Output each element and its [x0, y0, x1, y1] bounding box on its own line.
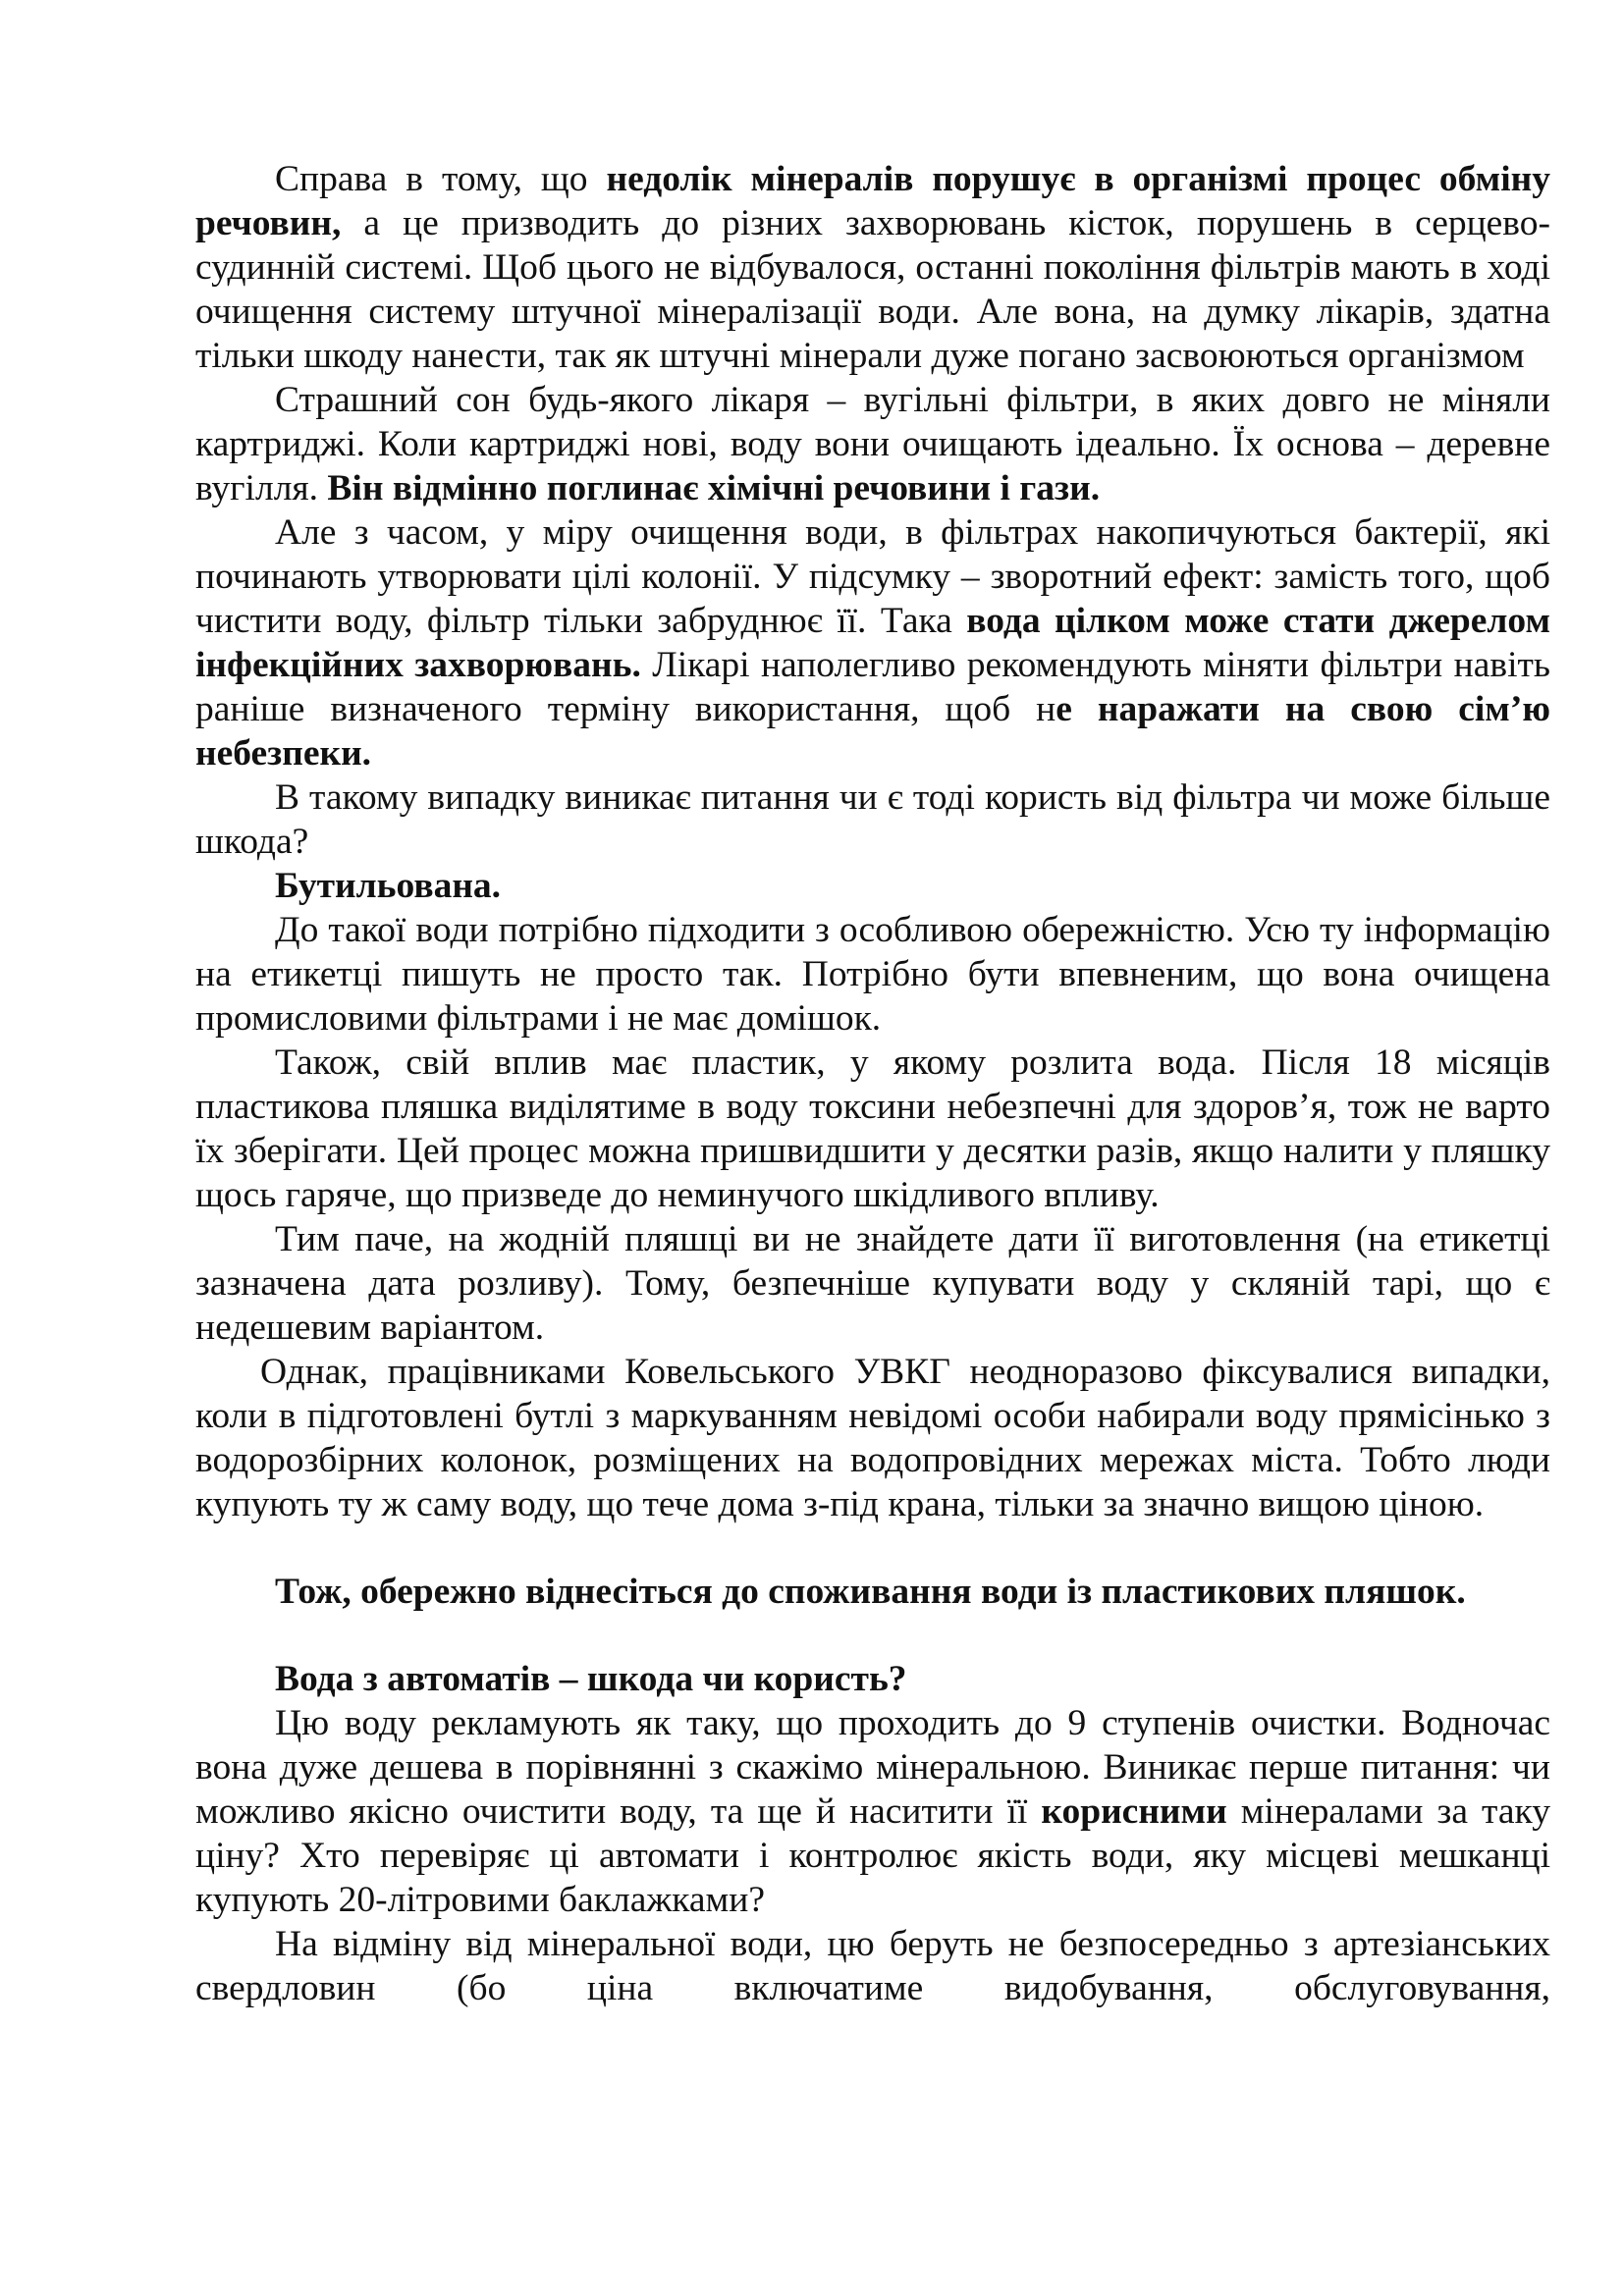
text-run: Справа в тому, що	[275, 159, 607, 199]
text-run: Лікарі наполегливо рекомендують міняти фільтри навіть раніше визначеного терміну використання, щоб н	[195, 645, 1550, 729]
paragraph-question: В такому випадку виникає питання чи є тоді користь від фільтра чи може більше шкода?	[195, 777, 1550, 862]
paragraph-artesian: На відміну від мінеральної води, цю беруть не безпосередньо з артезіанських свердловин (бо ціна включатиме видобування, обслуговування,	[195, 1924, 1550, 2008]
heading-vending-water: Вода з автоматів – шкода чи користь?	[275, 1659, 907, 1699]
paragraph-bottled-caution: До такої води потрібно підходити з особливою обережністю. Усю ту інформацію на етикетці пишуть не просто так. Потрібно бути впевненим, що вона очищена промисловими фільтрами і не має домішок.	[195, 910, 1550, 1039]
text-run: мінералами за таку ціну? Хто перевіряє ці автомати і контролює якість води, яку місцеві мешканці купують 20-літровими баклажками?	[195, 1791, 1550, 1920]
paragraph-kovel-uvkg: Однак, працівниками Ковельського УВКГ неодноразово фіксувалися випадки, коли в підготовлені бутлі з маркуванням невідомі особи набирали воду прямісінько з водорозбірних колонок, розміщених на водопровідних мережах міста. Тобто люди купують ту ж саму воду, що тече дома з-під крана, тільки за значно вищою ціною.	[195, 1352, 1550, 1524]
text-run: а це призводить до різних захворювань кісток, порушень в серцево-судинній системі. Щоб цього не відбувалося, останні покоління фільтрів мають в ході очищення систему штучної мінералізації води. Але вона, на думку лікарів, здатна тільки шкоду нанести, так як штучні мінерали дуже погано засвоюються організмом	[195, 203, 1550, 376]
text-run: Цю воду рекламують як таку, що проходить до 9 ступенів очистки. Водночас вона дуже дешева в порівнянні з скажімо мінеральною. Виникає перше питання: чи можливо якісно очистити воду, та ще й наситити її	[195, 1703, 1550, 1832]
heading-bottled: Бутильована.	[275, 866, 502, 906]
paragraph-minerals	[195, 157, 1550, 378]
paragraph-production-date: Тим паче, на жодній пляшці ви не знайдете дати її виготовлення (на етикетці зазначена дата розливу). Тому, безпечніше купувати воду у скляній тарі, що є недешевим варіантом.	[195, 1219, 1550, 1348]
paragraph-plastic: Також, свій вплив має пластик, у якому розлита вода. Після 18 місяців пластикова пляшка виділятиме в воду токсини небезпечні для здоров’я, тож не варто їх зберігати. Цей процес можна пришвидшити у десятки разів, якщо налити у пляшку щось гаряче, що призведе до неминучого шкідливого впливу.	[195, 1042, 1550, 1215]
heading-careful-plastic: Тож, обережно віднесіться до споживання води із пластикових пляшок.	[275, 1572, 1466, 1612]
text-run: Страшний сон будь-якого лікаря – вугільні фільтри, в яких довго не міняли картриджі. Коли картриджі нові, воду вони очищають ідеально. Їх основа – деревне вугілля.	[195, 380, 1550, 508]
bold-text-run: корисними	[1041, 1791, 1227, 1832]
bold-text-run: е наражати на свою сім’ю небезпеки.	[195, 689, 1550, 774]
paragraph-bacteria	[195, 510, 1550, 775]
paragraph-vending-cleaning	[195, 1701, 1550, 1922]
document-page	[195, 157, 1550, 2010]
bold-text-run: недолік мінералів порушує в організмі процес обміну речовин,	[195, 159, 1551, 243]
bold-text-run: Він відмінно поглинає хімічні речовини і гази.	[327, 468, 1101, 508]
text-run: Але з часом, у міру очищення води, в фільтрах накопичуються бактерії, які починають утворювати цілі колонії. У підсумку – зворотний ефект: замість того, щоб чистити воду, фільтр тільки забруднює її. Така	[195, 512, 1550, 641]
spacer	[195, 1526, 1550, 1570]
bold-text-run: вода цілком може стати джерелом інфекційних захворювань.	[195, 601, 1550, 685]
spacer	[195, 1614, 1550, 1657]
paragraph-carbon-filters	[195, 378, 1550, 510]
